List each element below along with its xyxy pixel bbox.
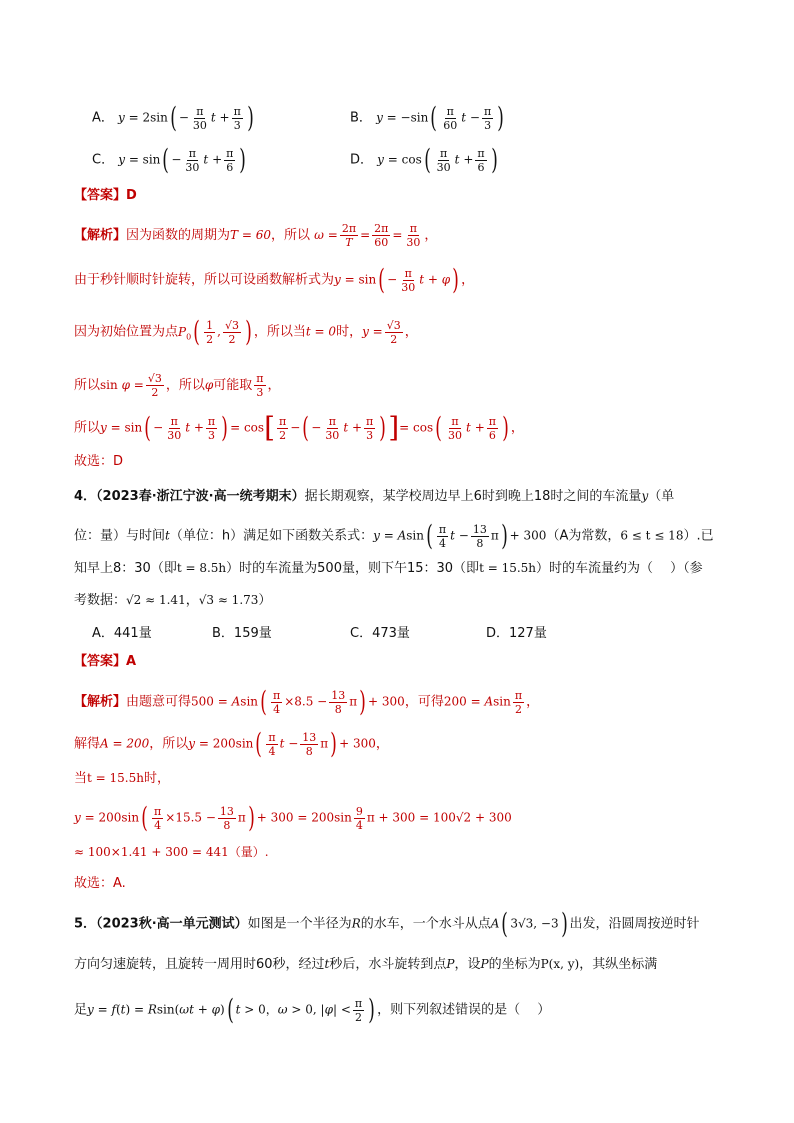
q4-option-d: D．127量 [486,626,547,641]
q4-option-b: B．159量 [212,626,272,641]
q4-stem-line3: 知早上8：30（即t = 8.5h）时的车流量为500量，则下午15：30（即t = 15.5h）时的车流量约为（ ）（参 [74,561,703,576]
q4-stem-line4: 考数据：√2 ≈ 1.41，√3 ≈ 1.73） [74,593,272,608]
q4-analysis-line5: ≈ 100×1.41 + 300 = 441（量）. [74,845,269,859]
q3-option-d: D． y = cos( $\frac{\pi}{30}$ t + $\frac{\pi}{6}$ ) [350,143,498,176]
q3-analysis-line2: 由于秒针顺时针旋转，所以可设函数解析式为y = sin( − $\frac{\pi}{30}$ t + φ) ， [74,263,475,296]
q4-option-c: C．473量 [350,626,410,641]
q4-analysis-line4: y = 200sin( $\frac{\pi}{4}$ ×15.5 − $\frac{13}{8}$ π) + 300 = 200sin $\frac{9}{4}$ π + 300 = 100√2 + 300 [74,801,512,834]
q5-stem-line3: 足y = f(t) = Rsin(ωt + φ)( t > 0，ω > 0, |φ| < $\frac{\pi}{2}$ ) ，则下列叙述错误的是（ ） [74,993,551,1026]
q3-analysis-line5: 所以y = sin( − $\frac{\pi}{30}$ t + $\frac{\pi}{3}$ ) = cos[ $\frac{\pi}{2}$ −( − $\frac{\pi}{30}$ t + $\frac{\pi}{3}$ )]= cos( $\frac{\pi}{30}$ t + $\frac{\pi}{6}$ ) ， [74,411,524,444]
q3-option-a: A． y = 2sin( − $\frac{\pi}{30}$ t + $\frac{\pi}{3}$ ) [92,101,254,134]
q4-stem-line2: 位：量）与时间t（单位：h）满足如下函数关系式：y = Asin( $\frac{\pi}{4}$ t − $\frac{13}{8}$ π) + 300（A为常数，6 ≤ t ≤ 18）.已 [74,519,714,552]
q3-analysis-line1: 【解析】因为函数的周期为T = 60，所以 ω = $\frac{2\pi}{T}$ = $\frac{2\pi}{60}$ = $\frac{\pi}{30}$ ， [74,222,438,249]
q4-answer: 【答案】A [74,654,137,669]
q4-analysis-line1: 【解析】由题意可得500 = Asin( $\frac{\pi}{4}$ ×8.5 − $\frac{13}{8}$ π) + 300，可得200 = Asin $\frac{\pi}{2}$ ， [74,685,540,718]
q5-stem-line2: 方向匀速旋转，且旋转一周用时60秒，经过t秒后，水斗旋转到点P，设P的坐标为P(x, y)，其纵坐标满 [74,957,658,972]
q3-choose: 故选：D [74,454,124,469]
q4-choose: 故选：A. [74,876,126,891]
q5-stem-line1: 5．（2023秋·高一单元测试）如图是一个半径为R的水车，一个水斗从点A( 3√3, −3) 出发，沿圆周按逆时针 [74,907,700,940]
q4-option-a: A．441量 [92,626,152,641]
q4-analysis-line3: 当t = 15.5h时， [74,771,170,786]
q4-analysis-line2: 解得A = 200，所以y = 200sin( $\frac{\pi}{4}$ t − $\frac{13}{8}$ π) + 300， [74,727,389,760]
q3-option-b: B． y = −sin( $\frac{\pi}{60}$ t − $\frac{\pi}{3}$ ) [350,101,504,134]
q3-answer: 【答案】D [74,188,137,203]
q3-analysis-line3: 因为初始位置为点$P_0$( $\frac{1}{2}$ , $\frac{√3}{2}$ ) ，所以当t = 0时，y = $\frac{√3}{2}$ ， [74,315,418,348]
q3-option-c: C． y = sin( − $\frac{\pi}{30}$ t + $\frac{\pi}{6}$ ) [92,143,247,176]
q4-stem-line1: 4．（2023春·浙江宁波·高一统考期末）据长期观察，某学校周边早上6时到晚上18时之间的车流量y（单 [74,489,675,504]
q3-analysis-line4: 所以sin φ = $\frac{√3}{2}$ ，所以φ可能取 $\frac{\pi}{3}$ ， [74,372,281,399]
